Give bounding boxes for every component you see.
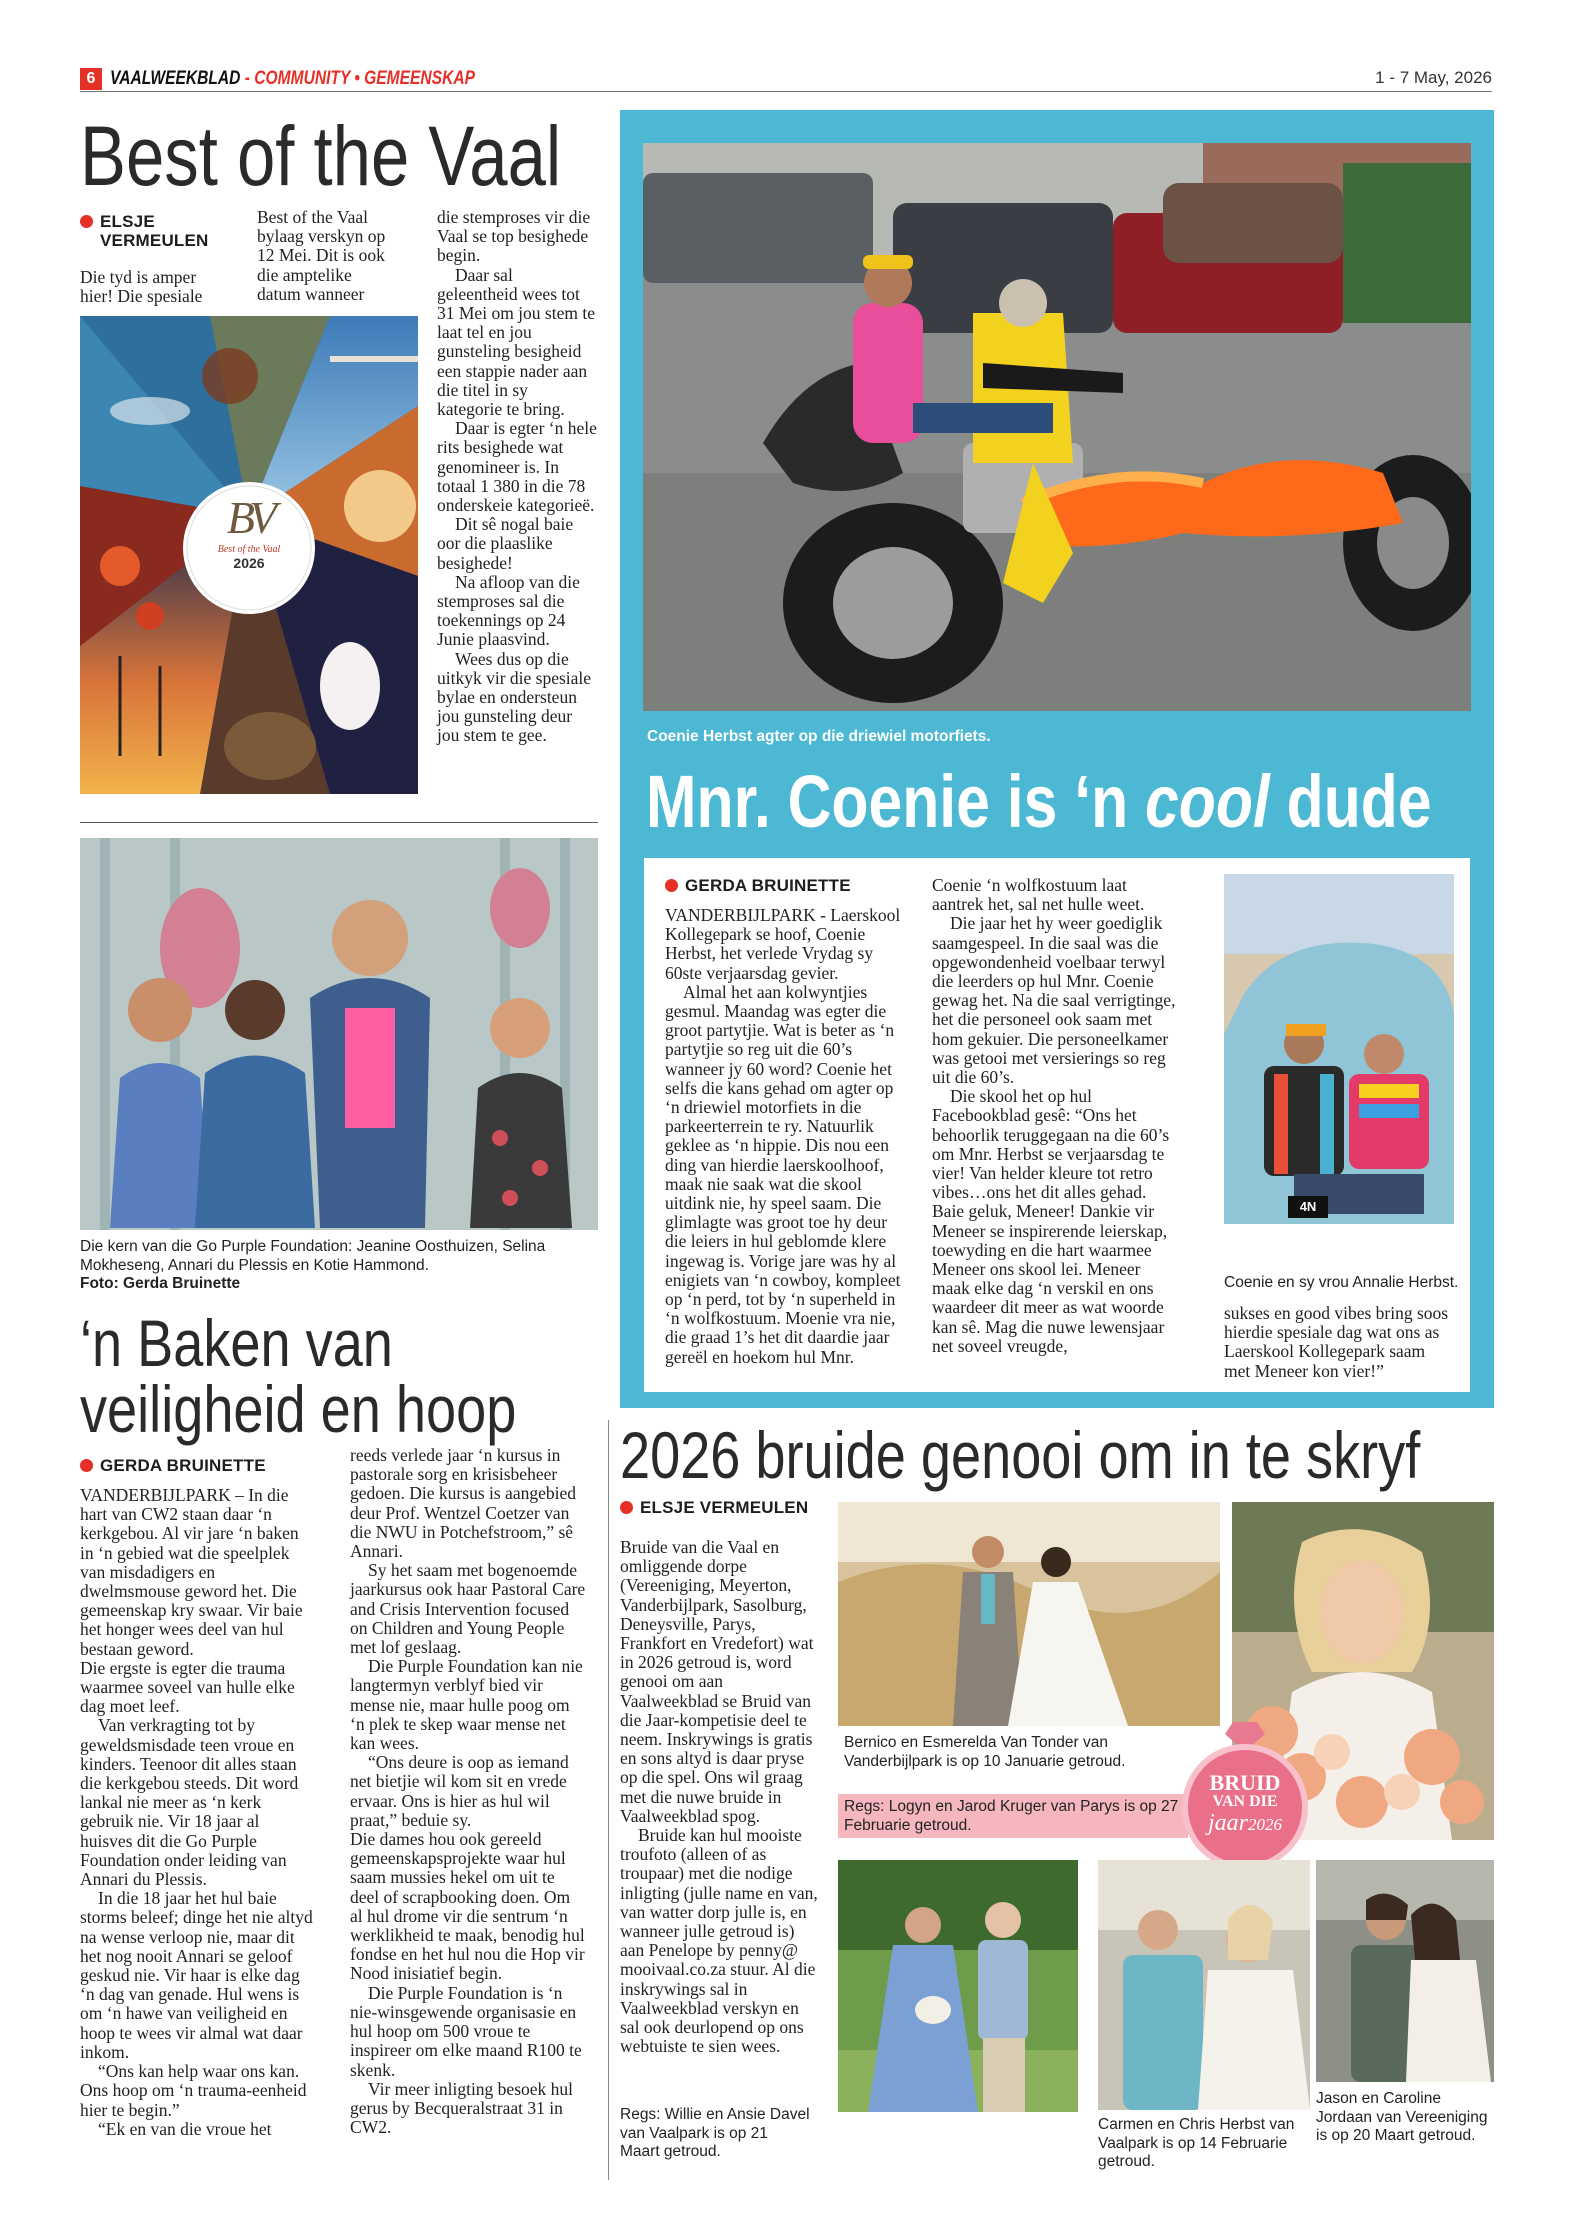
paragraph: Wees dus op die uitkyk vir die spesiale bylae en ondersteun jou gunsteling deur jou stem te gee. bbox=[437, 648, 592, 746]
go-purple-photo bbox=[80, 838, 598, 1230]
section-divider bbox=[80, 822, 598, 823]
byline-author: GERDA BRUINETTE bbox=[100, 1456, 266, 1475]
coenie-col1 bbox=[665, 906, 911, 1367]
byline-dot bbox=[665, 879, 678, 892]
paragraph: Die skool het op hul Facebookblad gesê: “Ons het behoorlik teruggegaan na die 60’s om Mnr. Herbst se verjaarsdag te vier! Van helder kleure tot retro vibes…ons het dit alles gehad. Baie geluk, Meneer! Dankie vir Meneer se inspirerende leierskap, toewyding en die hart waarmee Meneer ons skool lei. Meneer maak elke dag ‘n verskil en ons waardeer dit meer as wat woorde kan sê. Mag die nuwe lewensjaar net soveel vreugde, bbox=[932, 1086, 1170, 1356]
go-purple-caption: Die kern van die Go Purple Foundation: Jeanine Oosthuizen, Selina Mokheseng, Annari du Plessis en Kotie Hammond. Foto: Gerda Bruinette bbox=[80, 1238, 598, 1294]
best-of-vaal-col1-intro: Die tyd is amper hier! Die spesiale bbox=[80, 267, 203, 307]
paragraph: Die Purple Foundation kan nie langtermyn verblyf bied vir mense nie, maar hulle poog om ‘n plek te skep waar mense net kan wees. bbox=[350, 1656, 583, 1754]
page-header bbox=[80, 66, 1492, 92]
byline-dot bbox=[620, 1501, 633, 1514]
best-of-vaal-col2: Best of the Vaal bylaag verskyn op 12 Mei. Dit is ook die amptelike datum wanneer bbox=[257, 207, 386, 304]
baken-headline: ‘n Baken van veiligheid en hoop bbox=[80, 1306, 517, 1446]
paragraph: reeds verlede jaar ‘n kursus in pastorale sorg en krisisbeheer gedoen. Die kursus is aangebied deur Prof. Wentzel Coetzer van die NWU in Potchefstroom,” sê Annari. bbox=[350, 1445, 576, 1562]
column-rule bbox=[608, 1420, 609, 2180]
coenie-panel bbox=[620, 110, 1494, 1408]
coenie-col3-tail: sukses en good vibes bring soos hierdie spesiale dag wat ons as Laerskool Kollegepark saam met Meneer kon vier!” bbox=[1224, 1303, 1449, 1381]
bruide-headline: 2026 bruide genooi om in te skryf bbox=[620, 1418, 1421, 1492]
badge-line1: BRUID bbox=[1209, 1770, 1281, 1795]
logo-letters: BV bbox=[226, 492, 272, 543]
best-of-vaal-collage bbox=[80, 316, 418, 794]
baken-col2 bbox=[350, 1446, 586, 2137]
jason-photo bbox=[1316, 1860, 1494, 2082]
paragraph: Almal het aan kolwyntjies gesmul. Maandag was egter die groot partytjie. Wat is beter as ‘n partytjie so reg uit die 60’s wanneer jy 60 word? Coenie het selfs die kans gehad om agter op ‘n driewiel motorfiets in die parkeerterrein te ry. Natuurlik geklee as ‘n hippie. Dis nou een ding van hierdie laerskoolhoof, maak nie saak wat die skool uitdink nie, hy speel saam. Die glimlagte was groot toe hy deur die leiers in hul geblomde klere ingewag is. Vorige jare was hy al enigiets van ‘n cowboy, kompleet op ‘n perd, tot by ‘n superheld in ‘n wolfkostuum. Moenie vra nie, die graad 1’s het dit daardie jaar gereël en hoekom hul Mnr. bbox=[665, 981, 901, 1367]
willie-photo bbox=[838, 1860, 1078, 2112]
paragraph: Coenie ‘n wolfkostuum laat aantrek het, sal net hulle weet. bbox=[932, 875, 1145, 915]
caption-carmen: Carmen en Chris Herbst van Vaalpark is op 14 Februarie getroud. bbox=[1098, 2116, 1295, 2170]
logo-year: 2026 bbox=[233, 555, 265, 571]
paragraph: Dit sê nogal baie oor die plaaslike besighede! bbox=[437, 514, 574, 573]
logo-label: Best of the Vaal bbox=[217, 544, 281, 555]
best-of-vaal-logo bbox=[183, 492, 315, 604]
paragraph: “Ons deure is oop as iemand net bietjie wil kom sit en vrede ervaar. Ons is hier as hul wil praat,” beduie sy. bbox=[350, 1752, 569, 1830]
byline-dot bbox=[80, 1459, 93, 1472]
carmen-photo bbox=[1098, 1860, 1310, 2110]
paragraph: VANDERBIJLPARK - Laerskool Kollegepark se hoof, Coenie Herbst, het verlede Vrydag sy 60ste verjaarsdag gevier. bbox=[665, 905, 901, 983]
coenie-wife-caption: Coenie en sy vrou Annalie Herbst. bbox=[1224, 1274, 1459, 1291]
best-of-vaal-col3 bbox=[437, 208, 597, 746]
paragraph: Sy het saam met bogenoemde jaarkursus ook haar Pastoral Care and Crisis Intervention focused on Children and Young People met lof geslaag. bbox=[350, 1560, 586, 1658]
bruid-van-die-jaar-badge bbox=[1180, 1722, 1310, 1874]
page-number: 6 bbox=[80, 68, 102, 90]
coenie-trike-photo bbox=[643, 143, 1471, 711]
bruide-body bbox=[620, 1538, 818, 2056]
paragraph: Bruide van die Vaal en omliggende dorpe (Vereeniging, Meyerton, Vanderbijlpark, Sasolburg, Deneysville, Parys, Frankfort en Vredefort) wat in 2026 getroud is, word genooi om aan Vaalweekblad se Bruid van die Jaar-kompetisie deel te neem. Inskrywings is gratis en sons altyd is daar pryse op die spel. Ons wil graag met die nuwe bruide in Vaalweekblad spog. bbox=[620, 1537, 814, 1826]
bernico-caption-box bbox=[838, 1726, 1220, 1788]
caption-willie: Regs: Willie en Ansie Davel van Vaalpark is op 21 Maart getroud. bbox=[620, 2106, 810, 2160]
masthead-title: VAALWEEKBLAD bbox=[110, 68, 241, 89]
coenie-headline: Mnr. Coenie is ‘n cool dude bbox=[646, 760, 1432, 843]
caption-logyn: Regs: Logyn en Jarod Kruger van Parys is op 27 Februarie getroud. bbox=[844, 1798, 1179, 1834]
paragraph: die stemproses vir die Vaal se top besighede begin. bbox=[437, 207, 591, 266]
coenie-trike-caption: Coenie Herbst agter op die driewiel motorfiets. bbox=[647, 728, 991, 745]
paragraph: Vir meer inligting besoek hul gerus by Becqueralstraat 31 in CW2. bbox=[350, 2078, 574, 2138]
paragraph: Die dames hou ook gereeld gemeenskapsprojekte waar hul saam mussies hekel om uit te deel of scrapbooking doen. Om al hul drome vir die sentrum ‘n werklikheid te maak, benodig hul fondse en het hul nou die Hop vir Nood inisiatief begin. bbox=[350, 1829, 585, 1984]
bernico-photo bbox=[838, 1502, 1220, 1726]
baken-byline bbox=[80, 1456, 266, 1475]
paragraph: “Ons kan help waar ons kan. Ons hoop om ‘n trauma-eenheid hier te begin.” bbox=[80, 2061, 307, 2120]
paragraph: Bruide kan hul mooiste troufoto (alleen of as troupaar) met die nodige inligting (julle name en van, van watter dorp julle is, en wanneer julle getroud is) aan Penelope by penny@ mooivaal.co.za stuur. Al die inskrywings sal in Vaalweekblad verskyn en sal ook deurlopend op ons webtuiste te sien wees. bbox=[620, 1825, 818, 2057]
paragraph: Van verkragting tot by geweldsmisdade teen vroue en kinders. Teenoor dit alles staan die kerkgebou steeds. Dit word lankal nie meer as ‘n kerk gebruik nie. Vir 18 jaar al huisves dit die Go Purple Foundation onder leiding van Annari du Plessis. bbox=[80, 1715, 299, 1890]
paragraph: Die Purple Foundation is ‘n nie-winsgewende organisasie en hul hoop om 500 vroue te inspireer om elke maand R100 te skenk. bbox=[350, 1982, 582, 2080]
paragraph: Die ergste is egter die trauma waarmee soveel van hulle elke dag moet leef. bbox=[80, 1657, 295, 1717]
masthead bbox=[110, 68, 475, 90]
paragraph: In die 18 jaar het hul baie storms beleef; dinge het nie altyd na wense verloop nie, maar dit het nog nooit Annari se geloof geskud nie. Vir haar is elke dag ‘n dag van genade. Hul wens is om ‘n hawe van veiligheid en hoop te wees vir almal wat daar inkom. bbox=[80, 1888, 313, 2062]
coenie-col2 bbox=[932, 876, 1176, 1356]
caption-jason: Jason en Caroline Jordaan van Vereeniging is op 20 Maart getroud. bbox=[1316, 2090, 1488, 2144]
byline-author: ELSJE VERMEULEN bbox=[640, 1498, 809, 1517]
bruide-byline bbox=[620, 1498, 808, 1517]
caption-bernico: Bernico en Esmerelda Van Tonder van Vanderbijlpark is op 10 Januarie getroud. bbox=[844, 1734, 1126, 1770]
paragraph: VANDERBIJLPARK – In die hart van CW2 staan daar ‘n kerkgebou. Al vir jare ‘n baken in ‘n gebied wat die speelplek van misdadigers en dwelmsmouse geword het. Die gemeenskap kry swaar. Vir baie het honger wees deel van hul bestaan geword. bbox=[80, 1485, 303, 1659]
best-of-vaal-byline bbox=[80, 212, 230, 250]
logyn-caption-box bbox=[838, 1794, 1188, 1838]
paragraph: Na afloop van die stemproses sal die toekennings op 24 Junie plaasvind. bbox=[437, 571, 580, 650]
coenie-byline bbox=[665, 876, 851, 895]
coenie-article-box bbox=[644, 858, 1470, 1392]
paragraph: “Ek en van die vroue het bbox=[98, 2118, 272, 2139]
badge-line3: jaar2026 bbox=[1207, 1810, 1282, 1836]
badge-line2: VAN DIE bbox=[1212, 1793, 1278, 1810]
section-label: - COMMUNITY • GEMEENSKAP bbox=[240, 68, 475, 89]
best-of-vaal-headline: Best of the Vaal bbox=[80, 109, 562, 203]
byline-author: GERDA BRUINETTE bbox=[685, 876, 851, 895]
paragraph: Die jaar het hy weer goediglik saamgespeel. In die saal was die opgewondenheid voelbaar terwyl die leerders op hul Mnr. Coenie gewag het. Na die saal verrigtinge, het die personeel ook saam met hom gekuier. Die personeelkamer was getooi met versierings so reg uit die 60’s. bbox=[932, 913, 1176, 1088]
badge-ring bbox=[1182, 1744, 1308, 1870]
paragraph: Daar sal geleentheid wees tot 31 Mei om jou stem te laat tel en jou gunsteling besigheid een stappie nader aan die titel in sy kategorie te bring. bbox=[437, 264, 595, 420]
byline-author: ELSJE VERMEULEN bbox=[100, 212, 209, 250]
coenie-wife-photo bbox=[1224, 874, 1454, 1224]
license-plate: 4N bbox=[1288, 1196, 1328, 1218]
byline-dot bbox=[80, 215, 93, 228]
baken-col1 bbox=[80, 1486, 316, 2139]
paragraph: Daar is egter ‘n hele rits besighede wat genomineer is. In totaal 1 380 in die 78 onderskeie kategorieë. bbox=[437, 418, 597, 516]
issue-date: 1 - 7 May, 2026 bbox=[1375, 68, 1492, 87]
photo-credit: Foto: Gerda Bruinette bbox=[80, 1275, 241, 1292]
